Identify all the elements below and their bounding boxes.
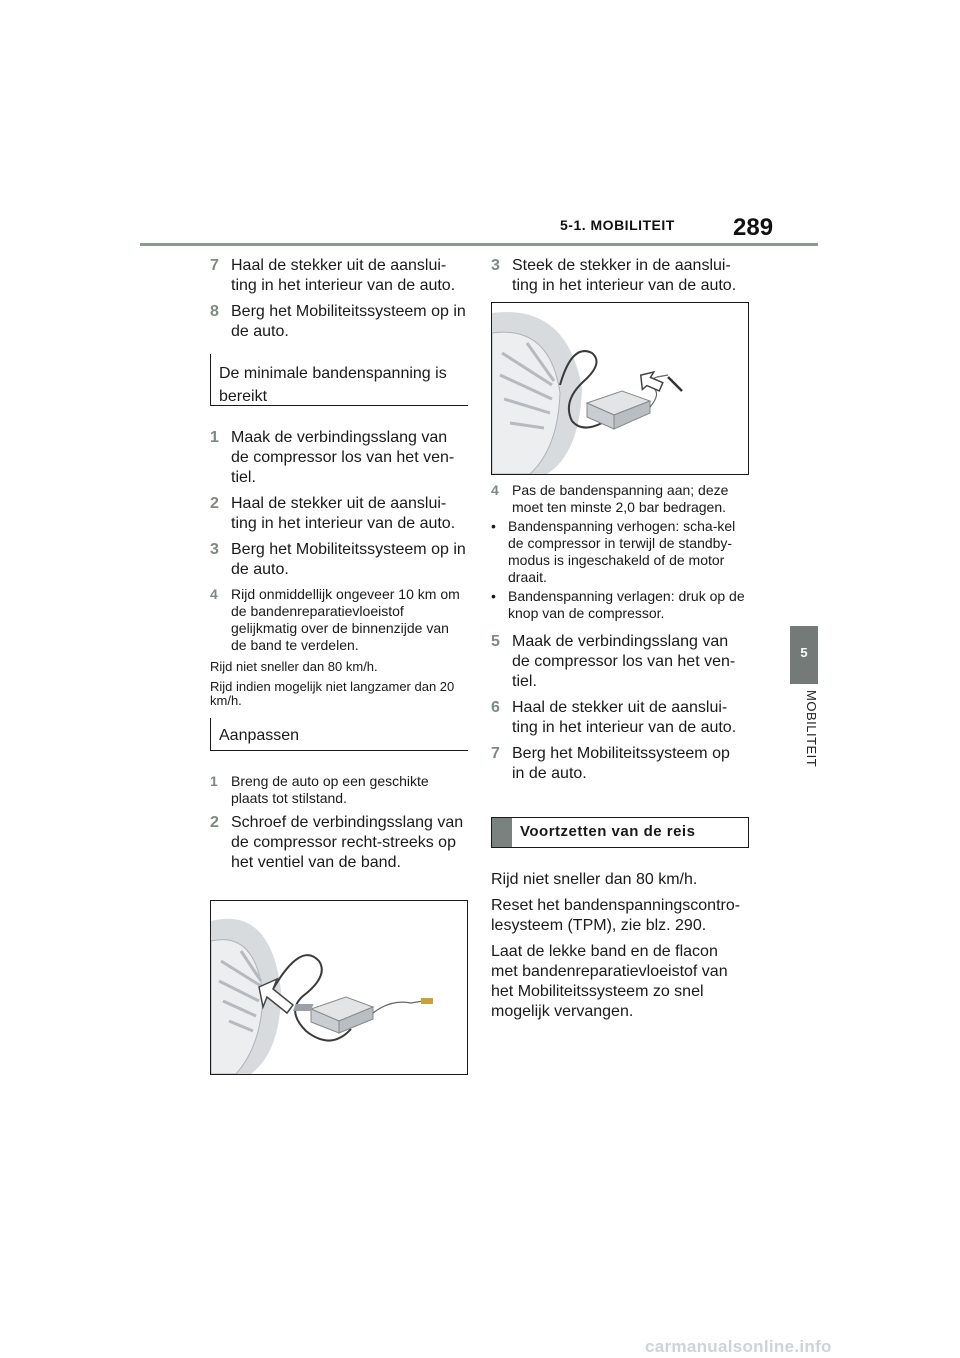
- step-text: Haal de stekker uit de aanslui-ting in het interieur van de auto.: [512, 699, 737, 736]
- step-text: Schroef de verbindingsslang van de compressor recht-streeks op het ventiel van de band.: [231, 814, 464, 871]
- step-number: 3: [491, 257, 500, 274]
- heading-text: Voortzetten van de reis: [520, 823, 696, 840]
- step-text: Haal de stekker uit de aanslui-ting in het interieur van de auto.: [231, 495, 456, 532]
- compressor-unit: [293, 997, 373, 1033]
- compressor-illustration: [492, 303, 748, 474]
- steps-pressure: [491, 482, 746, 784]
- step-number: 6: [491, 699, 500, 716]
- step-number: 5: [491, 633, 500, 650]
- step-number: 7: [491, 745, 500, 762]
- step-item: [210, 494, 468, 534]
- step-item: [491, 482, 746, 516]
- note-speed-min: Rijd indien mogelijk niet langzamer dan 20 km/h.: [210, 679, 455, 708]
- step-number: 7: [210, 257, 219, 274]
- page-number: 289: [733, 214, 774, 241]
- steps-min-pressure: [210, 428, 468, 708]
- step-number: 3: [210, 541, 219, 558]
- step-text: Pas de bandenspanning aan; deze moet ten minste 2,0 bar bedragen.: [512, 482, 729, 515]
- step-item: [491, 698, 746, 738]
- footer-watermark: carmanualsonline.info: [645, 1337, 832, 1356]
- steps-top: [210, 256, 468, 342]
- bullet-item: [491, 518, 746, 586]
- chapter-tab: [790, 626, 818, 684]
- step-text: Steek de stekker in de aanslui-ting in het interieur van de auto.: [512, 257, 737, 294]
- chapter-number: 5: [800, 645, 808, 660]
- continue-paragraphs: [491, 870, 746, 1022]
- chapter-label: MOBILITEIT: [804, 690, 819, 768]
- compressor-unit: [587, 391, 650, 429]
- step-number: 1: [210, 773, 218, 789]
- step-text: Haal de stekker uit de aanslui-ting in het interieur van de auto.: [231, 257, 456, 294]
- illustration-hose-on-valve: [210, 900, 468, 1075]
- compressor-illustration: [211, 901, 467, 1074]
- step-item: [210, 813, 468, 873]
- paragraph: Reset het bandenspanningscontro-lesysteem (TPM), zie blz. 290.: [491, 897, 741, 934]
- bullet-text: Bandenspanning verhogen: scha-kel de compressor in terwijl de standby-modus is ingeschakeld of de motor draait.: [508, 518, 736, 585]
- step-item: [210, 428, 468, 488]
- step-number: 2: [210, 814, 219, 831]
- step-item: [491, 256, 746, 296]
- illustration-plug-in: [491, 302, 749, 475]
- plug: [668, 377, 682, 391]
- subheading-adjust: [210, 718, 468, 751]
- step-item: [491, 632, 746, 692]
- steps-adjust: [210, 773, 468, 873]
- step-text: Berg het Mobiliteitssysteem op in de auto.: [231, 541, 466, 578]
- step-item: [210, 586, 468, 654]
- power-cable: [373, 1001, 423, 1013]
- subheading-text: Aanpassen: [219, 727, 300, 744]
- step-number: 4: [491, 482, 499, 498]
- step-text: Maak de verbindingsslang van de compressor los van het ven-tiel.: [231, 429, 455, 486]
- arrow-icon: [635, 367, 666, 398]
- step-text: Breng de auto op een geschikte plaats tot stilstand.: [231, 773, 429, 806]
- step-item: [210, 540, 468, 580]
- subheading-text: De minimale bandenspanning is bereikt: [219, 365, 447, 405]
- header-rule: [140, 243, 818, 246]
- note-speed-max: Rijd niet sneller dan 80 km/h.: [210, 659, 378, 674]
- step-number: 1: [210, 429, 219, 446]
- step-3: [491, 256, 746, 296]
- step-number: 2: [210, 495, 219, 512]
- paragraph: Rijd niet sneller dan 80 km/h.: [491, 871, 698, 888]
- step-item: [210, 773, 468, 807]
- step-number: 4: [210, 586, 218, 602]
- section-title: 5-1. MOBILITEIT: [560, 217, 675, 233]
- step-number: 8: [210, 303, 219, 320]
- plug: [421, 998, 433, 1004]
- step-item: [491, 744, 746, 784]
- step-item: [210, 256, 468, 296]
- bullet-marker: •: [491, 588, 496, 604]
- step-text: Berg het Mobiliteitssysteem op in de auto.: [512, 745, 730, 782]
- heading-bar: [492, 818, 512, 847]
- heading-continue-journey: [491, 817, 749, 848]
- step-text: Rijd onmiddellijk ongeveer 10 km om de bandenreparatievloeistof gelijkmatig over de binnenzijde van de band te verdelen.: [231, 586, 460, 653]
- step-text: Maak de verbindingsslang van de compressor los van het ven-tiel.: [512, 633, 736, 690]
- bullet-item: [491, 588, 746, 622]
- subheading-min-pressure: [210, 354, 468, 406]
- bullet-marker: •: [491, 518, 496, 534]
- step-text: Berg het Mobiliteitssysteem op in de auto.: [231, 303, 466, 340]
- bullet-text: Bandenspanning verlagen: druk op de knop van de compressor.: [508, 588, 745, 621]
- paragraph: Laat de lekke band en de flacon met bandenreparatievloeistof van het Mobiliteitssysteem zo snel mogelijk vervangen.: [491, 943, 728, 1020]
- step-item: [210, 302, 468, 342]
